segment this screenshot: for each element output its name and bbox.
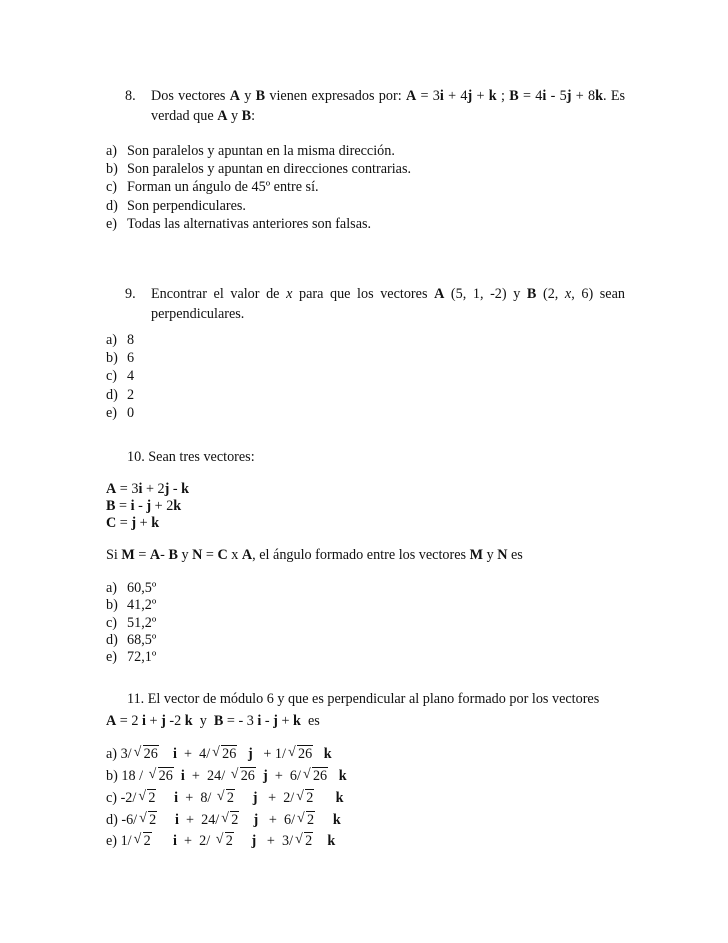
option-row xyxy=(106,648,156,666)
option-letter: a) xyxy=(106,332,118,348)
option-text: 4 xyxy=(127,368,135,385)
vector-b-definition: B = i - j + 2k xyxy=(106,498,182,514)
option-text: 2 xyxy=(127,386,135,403)
option-letter: e) xyxy=(106,404,118,421)
option-letter: c) xyxy=(106,614,118,631)
option-letter: a) xyxy=(106,143,118,159)
question-9-text: Encontrar el valor de x para que los vectores A (5, 1, -2) y B (2, x, 6) sean perpendiculares. xyxy=(151,286,625,322)
question-10-statement: Si M = A- B y N = C x A, el ángulo formado entre los vectores M y N es xyxy=(106,547,523,563)
question-9 xyxy=(127,284,625,324)
option-text: 6 xyxy=(127,350,135,367)
question-8-number: 8. xyxy=(125,88,136,104)
option-row xyxy=(106,386,134,404)
question-11-option-e: e) 1/√ 2 i + 2/ √ 2 j + 3/√ 2 k xyxy=(106,831,335,851)
question-10-intro: 10. Sean tres vectores: xyxy=(127,449,255,465)
option-text: Son paralelos y apuntan en direcciones contrarias. xyxy=(127,161,412,178)
question-11-option-c: c) -2/√ 2 i + 8/ √ 2 j + 2/√ 2 k xyxy=(106,788,344,808)
question-11-intro: 11. El vector de módulo 6 y que es perpendicular al plano formado por los vectores xyxy=(127,691,600,707)
option-row xyxy=(106,197,246,215)
question-11-option-d: d) -6/√ 2 i + 24/√ 2 j + 6/√ 2 k xyxy=(106,810,341,830)
option-row xyxy=(106,614,156,632)
option-letter: e) xyxy=(106,215,118,232)
option-letter: b) xyxy=(106,350,118,367)
option-letter: b) xyxy=(106,597,118,614)
vector-a-definition: A = 3i + 2j - k xyxy=(106,481,190,497)
option-row xyxy=(106,142,395,160)
question-11-vectors: A = 2 i + j -2 k y B = - 3 i - j + k es xyxy=(106,713,320,729)
option-row xyxy=(106,215,371,233)
option-text: 8 xyxy=(127,332,135,348)
option-letter: e) xyxy=(106,649,118,666)
option-letter: d) xyxy=(106,631,118,648)
option-row xyxy=(106,331,134,349)
option-row xyxy=(106,404,134,422)
option-row xyxy=(106,631,156,649)
option-text: Son paralelos y apuntan en la misma dirección. xyxy=(127,143,395,159)
option-text: 0 xyxy=(127,404,135,421)
option-row xyxy=(106,349,134,367)
option-text: Forman un ángulo de 45º entre sí. xyxy=(127,179,319,196)
option-text: 72,1º xyxy=(127,649,157,666)
question-8 xyxy=(127,86,625,126)
vector-c-definition: C = j + k xyxy=(106,515,160,531)
option-letter: d) xyxy=(106,386,118,403)
option-letter: b) xyxy=(106,161,118,178)
question-9-number: 9. xyxy=(125,286,136,302)
option-row xyxy=(106,178,319,196)
option-text: Son perpendiculares. xyxy=(127,197,246,214)
option-text: 51,2º xyxy=(127,614,157,631)
option-row xyxy=(106,367,134,385)
option-text: Todas las alternativas anteriores son falsas. xyxy=(127,215,372,232)
option-letter: c) xyxy=(106,368,118,385)
question-8-text: Dos vectores A y B vienen expresados por: A = 3i + 4j + k ; B = 4i - 5j + 8k. Es verdad que A y B: xyxy=(151,88,626,124)
option-row xyxy=(106,160,411,178)
option-text: 68,5º xyxy=(127,631,157,648)
option-text: 41,2º xyxy=(127,597,157,614)
question-11-option-b: b) 18 / √ 26 i + 24/ √ 26 j + 6/√ 26 k xyxy=(106,766,347,786)
option-row xyxy=(106,596,156,614)
option-row xyxy=(106,579,156,597)
option-text: 60,5º xyxy=(127,580,157,596)
option-letter: c) xyxy=(106,179,118,196)
question-11-option-a: a) 3/√ 26 i + 4/√ 26 j + 1/√ 26 k xyxy=(106,744,332,764)
option-letter: a) xyxy=(106,580,118,596)
option-letter: d) xyxy=(106,197,118,214)
